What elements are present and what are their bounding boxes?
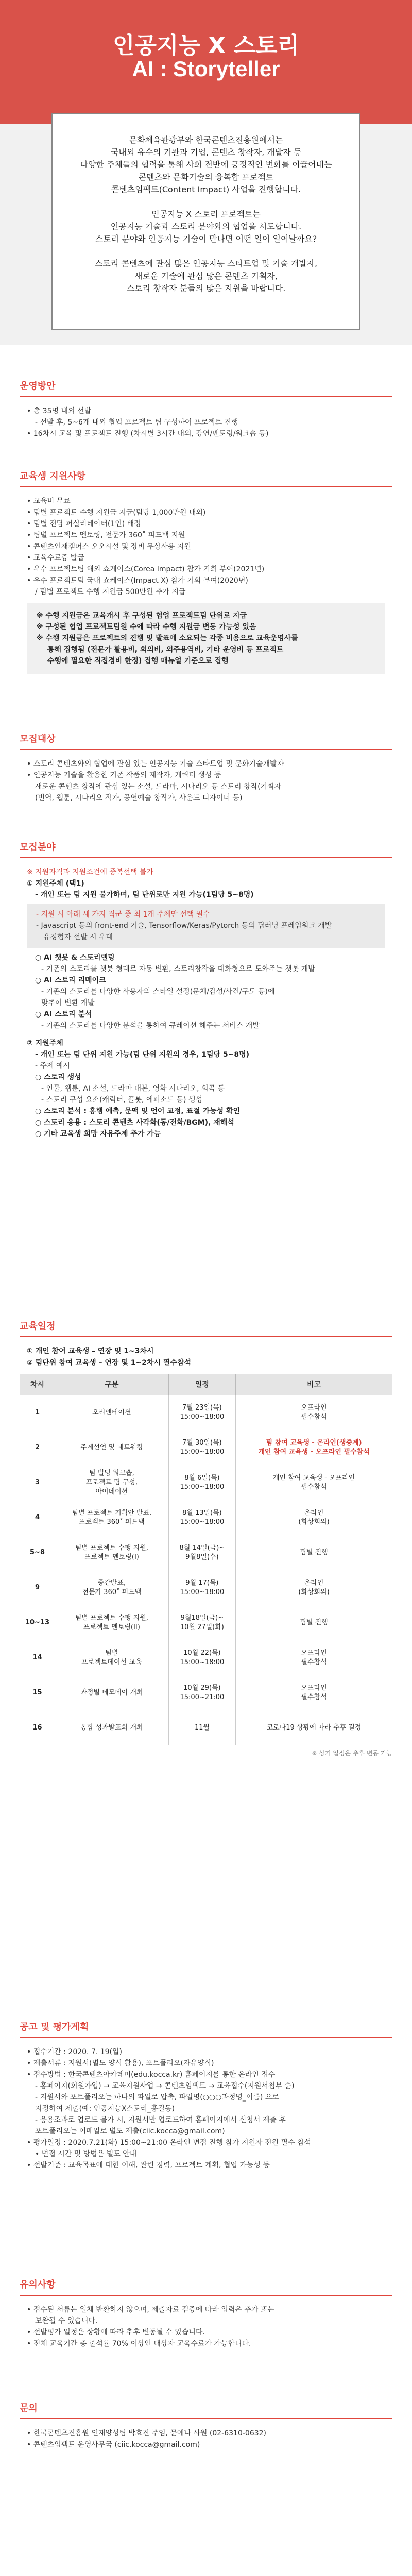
table-cell: 2 — [20, 1430, 55, 1465]
table-body — [20, 1395, 392, 1745]
notice-line: ※ 수행 지원금은 프로젝트의 진행 및 발표에 소요되는 각종 비용으로 교육운영사를 — [36, 634, 298, 642]
text-line: ② 지원주체 — [27, 1039, 63, 1047]
text-line: ※ 지원자격과 지원조건에 중복선택 불가 — [27, 868, 153, 876]
text-line: / 팀별 프로젝트 수행 지원금 500만원 추가 지급 — [35, 588, 186, 596]
table-cell: 팀별 프로젝트 수행 지원, 프로젝트 멘토링(II) — [55, 1605, 169, 1640]
text-line: - 주제 예시 — [35, 1062, 71, 1070]
text-line: • 전체 교육기간 총 출석률 70% 이상인 대상자 교육수료가 가능합니다. — [27, 2340, 251, 2348]
info-line: - Javascript 등의 front-end 기술, Tensorflow/Keras/Pytorch 등의 딥러닝 프레임워크 개발 — [36, 922, 332, 930]
table-cell: 팀별 진행 — [236, 1605, 392, 1640]
text-line: - 개인 또는 팀 단위 지원 가능(팀 단위 지원의 경우, 1팀당 5~8명) — [35, 1050, 250, 1059]
intro-box — [52, 113, 360, 330]
table-cell: 8월 6일(목) 15:00~18:00 — [168, 1465, 235, 1500]
text-line: ○ AI 스토리 리메이크 — [35, 976, 106, 985]
text-line: 포트폴리오는 이메일로 별도 제출(ciic.kocca@gmail.com) — [35, 2127, 225, 2136]
table-row — [20, 1395, 392, 1430]
section-caution — [20, 2277, 392, 2349]
section-title: 교육생 지원사항 — [20, 471, 85, 482]
text-line: • 선발평가 일정은 상황에 따라 추후 변동될 수 있습니다. — [27, 2328, 205, 2336]
table-footnote: ※ 상기 일정은 추후 변동 가능 — [312, 1750, 392, 1757]
notice-line: ※ 수행 지원금은 교육개시 후 구성된 협업 프로젝트팀 단위로 지급 — [36, 612, 247, 620]
section-target — [20, 732, 392, 804]
table-cell: 오프라인 필수참석 — [236, 1675, 392, 1710]
text-line: • 접수기간 : 2020. 7. 19(일) — [27, 2048, 123, 2056]
text-line: 지정하여 제출(예: 인공지능X스토리_홍길동) — [35, 2105, 175, 2113]
text-line: ○ 스토리 응용 : 스토리 콘텐츠 사각화(동/전화/BGM), 재해석 — [35, 1118, 234, 1127]
intro-line: 다양한 주체들의 협력을 통해 사회 전반에 긍정적인 변화를 이끌어내는 — [80, 160, 332, 170]
section-title: 모집대상 — [20, 734, 56, 744]
section-field — [20, 840, 392, 1140]
notice-line: 수행에 필요한 직접경비 한정) 집행 매뉴얼 기준으로 집행 — [47, 657, 229, 665]
section-title: 문의 — [20, 2403, 38, 2414]
table-header: 구분 — [55, 1374, 169, 1395]
text-line: - 스토리 구성 요소(캐릭터, 플롯, 에피소드 등) 생성 — [41, 1096, 202, 1104]
table-cell: 과정별 데모데이 개최 — [55, 1675, 169, 1710]
section-divider — [20, 2037, 392, 2038]
text-line: - 기존의 스토리를 다양한 분석을 통하여 큐레이션 해주는 서비스 개발 — [41, 1022, 260, 1030]
text-line: • 총 35명 내외 선발 — [27, 407, 92, 415]
section-title: 교육일정 — [20, 1321, 56, 1332]
table-cell: 7월 30일(목) 15:00~18:00 — [168, 1430, 235, 1465]
section-support — [20, 469, 392, 674]
text-line: - 기존의 스토리를 챗봇 형태로 자동 변환, 스토리창작을 대화형으로 도와주는 챗봇 개발 — [41, 965, 315, 973]
table-cell: 7월 23일(목) 15:00~18:00 — [168, 1395, 235, 1430]
section-divider — [20, 2295, 392, 2296]
section-divider — [20, 1336, 392, 1337]
text-line: ○ AI 챗봇 & 스토리텔링 — [35, 954, 115, 962]
text-line: ② 팀단위 참여 교육생 – 연장 및 1~2차시 필수참석 — [27, 1359, 191, 1367]
text-line: 새로운 콘텐츠 창작에 관심 있는 소설, 드라마, 시나리오 등 스토리 창작(기획자 — [35, 783, 282, 791]
table-row — [20, 1535, 392, 1570]
text-line: • 교육수료증 발급 — [27, 554, 84, 562]
table-cell: 오프라인 필수참석 — [236, 1395, 392, 1430]
table-cell: 온라인 (화상회의) — [236, 1500, 392, 1535]
info-line: 유경험자 선발 시 우대 — [43, 933, 113, 941]
intro-line: 인공지능 X 스토리 프로젝트는 — [151, 209, 261, 219]
table-cell: 1 — [20, 1395, 55, 1430]
table-cell: 오프라인 필수참석 — [236, 1640, 392, 1675]
table-row — [20, 1500, 392, 1535]
intro-line: 콘텐츠임팩트(Content Impact) 사업을 진행합니다. — [111, 184, 301, 194]
table-row — [20, 1710, 392, 1745]
text-line: ① 지원주체 (택1) — [27, 879, 84, 888]
table-cell: 9월18일(금)~ 10월 27일(화) — [168, 1605, 235, 1640]
intro-line: 새로운 기술에 관심 많은 콘텐츠 기획자, — [134, 271, 278, 281]
text-line: • 접수방법 : 한국콘텐츠아카데미(edu.kocca.kr) 홈페이지를 통한 온라인 접수 — [27, 2071, 276, 2079]
table-cell: 15 — [20, 1675, 55, 1710]
section-contact — [20, 2401, 392, 2450]
text-line: 보완될 수 있습니다. — [35, 2317, 98, 2325]
notice-box — [27, 603, 385, 674]
table-cell: 팀별 진행 — [236, 1535, 392, 1570]
text-line: • 콘텐츠임팩트 운영사무국 (ciic.kocca@gmail.com) — [27, 2441, 200, 2449]
section-divider — [20, 396, 392, 397]
text-line: 맞추어 변환 개발 — [41, 999, 95, 1007]
table-row — [20, 1570, 392, 1605]
hero-banner — [0, 0, 412, 124]
text-line: ○ 스토리 분석 : 흥행 예측, 문맥 및 언어 교정, 표절 가능성 확인 — [35, 1107, 240, 1115]
text-line: • 스토리 콘텐츠와의 협업에 관심 있는 인공지능 기술 스타트업 및 문화기술개발자 — [27, 760, 284, 768]
intro-line: 문화체육관광부와 한국콘텐츠진흥원에서는 — [129, 135, 283, 145]
text-line: (번역, 웹툰, 시나리오 작가, 공연예술 창작가, 사운드 디자이너 등) — [35, 794, 243, 802]
text-line: - 지원서와 포트폴리오는 하나의 파일로 압축, 파일명(○○○과정명_이름) 으로 — [35, 2093, 279, 2102]
table-cell: 10월 29(목) 15:00~21:00 — [168, 1675, 235, 1710]
table-cell: 팀 빌딩 워크숍, 프로젝트 팀 구성, 아이데이션 — [55, 1465, 169, 1500]
table-header: 비고 — [236, 1374, 392, 1395]
text-line: • 한국콘텐츠진흥원 인재양성팀 박효진 주임, 문예나 사원 (02-6310-0632) — [27, 2429, 267, 2437]
section-schedule — [20, 1319, 392, 1757]
text-line: ○ 기타 교육생 희망 자유주제 추가 가능 — [35, 1130, 161, 1138]
table-cell: 코로나19 상황에 따라 추후 결정 — [236, 1710, 392, 1745]
table-row — [20, 1430, 392, 1465]
section-title: 유의사항 — [20, 2279, 56, 2290]
intro-line: 스토리 콘텐츠에 관심 많은 인공지능 스타트업 및 기술 개발자, — [94, 259, 318, 268]
text-line: • 우수 프로젝트팀 해외 쇼케이스(Corea Impact) 참가 기회 부여(2021년) — [27, 565, 265, 573]
info-line: - 지원 시 아래 세 가지 직군 중 최 1개 주체만 선택 필수 — [36, 910, 210, 919]
table-cell: 팀별 프로젝트 수행 지원, 프로젝트 멘토링(I) — [55, 1535, 169, 1570]
notice-line: 통해 집행됨 (전문가 활용비, 회의비, 외주용역비, 기타 운영비 등 프로젝트 — [47, 646, 284, 654]
table-cell: 5~8 — [20, 1535, 55, 1570]
text-line: - 홈페이지(회원가입) → 교육지원사업 → 콘텐츠임팩트 → 교육접수(지원서첨부 순) — [35, 2082, 295, 2090]
section-announce — [20, 2020, 392, 2171]
intro-line: 스토리 분야와 인공지능 기술이 만나면 어떤 일이 일어날까요? — [95, 234, 317, 244]
table-cell: 중간발표, 전문가 360˚ 피드백 — [55, 1570, 169, 1605]
table-header: 일정 — [168, 1374, 235, 1395]
hero-title: 인공지능 X 스토리 — [112, 32, 300, 59]
hero-subtitle: AI : Storyteller — [132, 57, 280, 81]
text-line: • 면접 시간 및 방법은 별도 안내 — [35, 2150, 137, 2158]
table-cell: 4 — [20, 1500, 55, 1535]
table-cell: 팀별 프로젝트데이선 교육 — [55, 1640, 169, 1675]
table-cell: 10~13 — [20, 1605, 55, 1640]
table-row — [20, 1640, 392, 1675]
text-line: • 선발기준 : 교육목표에 대한 이해, 관련 경력, 프로젝트 계획, 협업 가능성 등 — [27, 2161, 270, 2170]
table-cell: 팀 참여 교육생 - 온라인(생중계) 개인 참여 교육생 - 오프라인 필수참석 — [236, 1430, 392, 1465]
table-cell: 11월 — [168, 1710, 235, 1745]
section-divider — [20, 857, 392, 858]
table-cell: 8월 13일(목) 15:00~18:00 — [168, 1500, 235, 1535]
text-line: • 평가일정 : 2020.7.21(화) 15:00~21:00 온라인 면접 진행 참가 지원자 전원 필수 참석 — [27, 2139, 312, 2147]
table-cell: 10월 22(목) 15:00~18:00 — [168, 1640, 235, 1675]
text-line: • 접수된 서류는 일체 반환하지 않으며, 제출자료 검증에 따라 입력은 추가 또는 — [27, 2306, 274, 2314]
section-divider — [20, 2418, 392, 2419]
text-line: • 인공지능 기술을 활용한 기존 작품의 제작자, 캐릭터 생성 등 — [27, 771, 221, 779]
text-line: • 교육비 무료 — [27, 497, 71, 505]
table-cell: 3 — [20, 1465, 55, 1500]
intro-line: 스토리 창작자 분들의 많은 지원을 바랍니다. — [126, 283, 286, 293]
section-divider — [20, 749, 392, 750]
text-line: - 응용조과로 업로드 불가 시, 지원서만 업로드하여 홈페이지에서 신청서 제출 후 — [35, 2116, 286, 2124]
section-title: 운영방안 — [20, 381, 56, 392]
table-cell: 9 — [20, 1570, 55, 1605]
text-line: - 인물, 웹툰, AI 소설, 드라마 대본, 영화 시나리오, 희곡 등 — [41, 1084, 225, 1093]
text-line: - 개인 또는 팀 지원 불가하며, 팀 단위로만 지원 가능(1팀당 5~8명) — [35, 891, 254, 899]
text-line: • 팀별 프로젝트 수행 지원금 지급(팀당 1,000만원 내외) — [27, 509, 206, 517]
text-line: - 기존의 스토리를 다양한 사용자의 스타일 설정(문체/감성/사건/구도 등)에 — [41, 988, 275, 996]
table-cell: 팀별 프로젝트 기획안 발표, 프로젝트 360˚ 피드백 — [55, 1500, 169, 1535]
text-line: • 콘텐츠인재캠퍼스 오오시설 및 장비 무상사용 지원 — [27, 543, 191, 551]
table-cell: 16 — [20, 1710, 55, 1745]
intro-line: 국내외 유수의 기관과 기업, 콘텐츠 창작자, 개발자 등 — [110, 147, 302, 157]
table-cell: 8월 14일(금)~ 9월8일(수) — [168, 1535, 235, 1570]
table-cell: 주제선언 및 네트워킹 — [55, 1430, 169, 1465]
text-line: - 선발 후, 5~6개 내외 협업 프로젝트 팀 구성하여 프로젝트 진행 — [35, 418, 238, 427]
table-header: 차시 — [20, 1374, 55, 1395]
table-row — [20, 1605, 392, 1640]
table-header-row — [20, 1374, 392, 1395]
intro-line: 인공지능 기술과 스토리 분야와의 협업을 시도합니다. — [110, 222, 302, 231]
table-cell: 개인 참여 교육생 - 오프라인 필수참석 — [236, 1465, 392, 1500]
notice-line: ※ 구성된 협업 프로젝트팀원 수에 따라 수행 지원금 변동 가능성 있음 — [36, 623, 256, 631]
info-box — [27, 904, 385, 948]
table-cell: 오리엔테이션 — [55, 1395, 169, 1430]
text-line: • 우수 프로젝트팀 국내 쇼케이스(Impact X) 참가 기회 부여(2020년) — [27, 577, 248, 585]
text-line: • 제출서류 : 지원서(별도 양식 활용), 포트폴리오(자유양식) — [27, 2059, 214, 2067]
table-cell: 온라인 (화상회의) — [236, 1570, 392, 1605]
table-row — [20, 1465, 392, 1500]
text-line: • 16차시 교육 및 프로젝트 진행 (차시별 3시간 내외, 강연/멘토링/워크숍 등) — [27, 430, 269, 438]
section-divider — [20, 486, 392, 487]
section-title: 모집분야 — [20, 842, 56, 853]
text-line: ○ 스토리 생성 — [35, 1073, 81, 1081]
text-line: ○ AI 스토리 분석 — [35, 1010, 92, 1019]
text-line: • 팀별 프로젝트 멘토링, 전문가 360˚ 피드백 지원 — [27, 531, 185, 539]
table-cell: 통합 성과발표회 개최 — [55, 1710, 169, 1745]
section-title: 공고 및 평가계획 — [20, 2022, 89, 2032]
table-cell: 14 — [20, 1640, 55, 1675]
table-cell: 9월 17(목) 15:00~18:00 — [168, 1570, 235, 1605]
text-line: ① 개인 참여 교육생 – 연장 및 1~3차시 — [27, 1347, 154, 1355]
table-row — [20, 1675, 392, 1710]
schedule-table — [20, 1374, 392, 1745]
text-line: • 팀별 전담 퍼실리테이터(1인) 배정 — [27, 520, 141, 528]
section-operation — [20, 379, 392, 439]
intro-line: 콘텐츠와 문화기술의 융복합 프로젝트 — [138, 172, 274, 182]
